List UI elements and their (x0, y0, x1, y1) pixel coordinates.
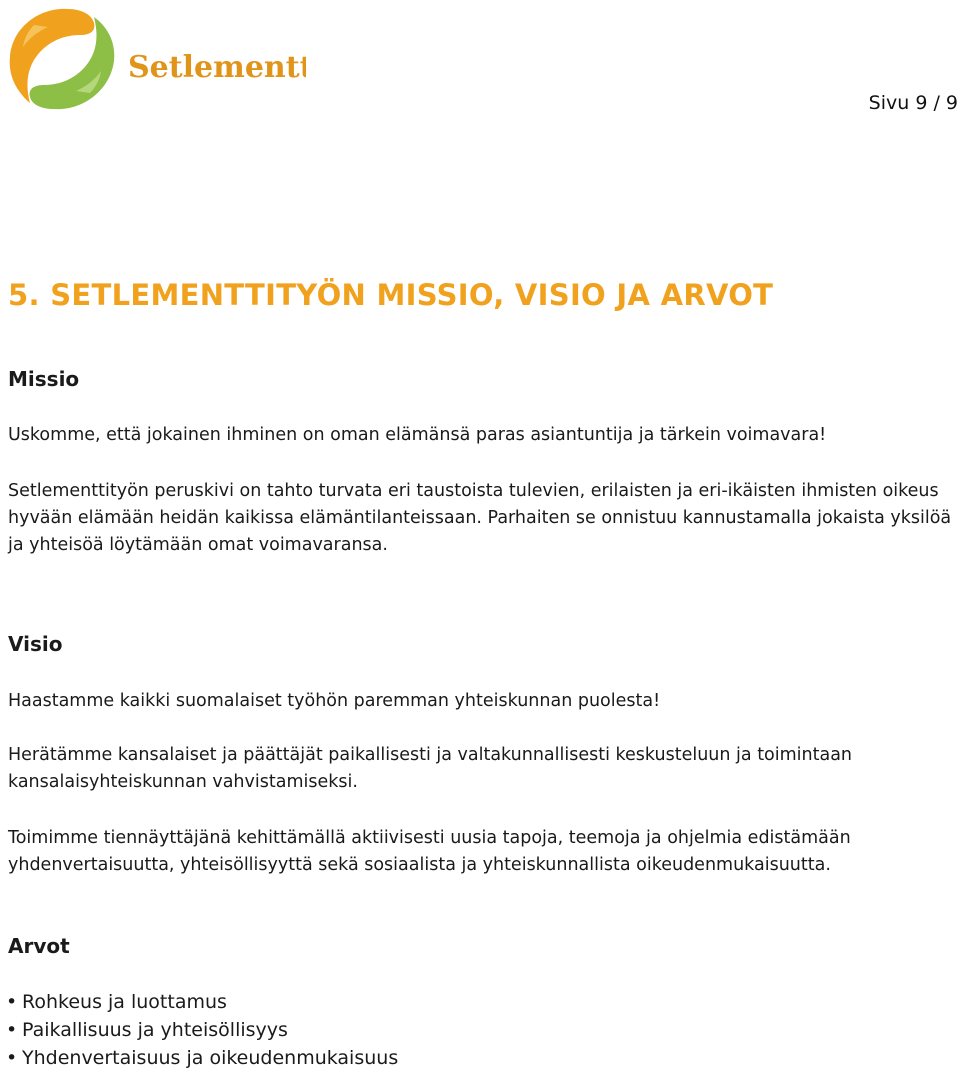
page-number: Sivu 9 / 9 (868, 92, 958, 114)
visio-paragraph-2: Herätämme kansalaiset ja päättäjät paikallisesti ja valtakunnallisesti keskusteluun ja toimintaan kansalaisyhteiskunnan vahvistamiseksi. (8, 745, 853, 792)
section-title: 5. SETLEMENTTITYÖN MISSIO, VISIO JA ARVOT (8, 278, 774, 312)
missio-paragraph-1: Uskomme, että jokainen ihminen on oman elämänsä paras asiantuntija ja tärkein voimavara! (8, 425, 827, 445)
setlementti-logo (6, 5, 306, 111)
values-list (6, 988, 398, 1072)
hands-logo-icon (6, 5, 306, 111)
list-item: • Paikallisuus ja yhteisöllisyys (6, 1016, 398, 1044)
svg-text:Setlementti: Setlementti (128, 50, 306, 85)
missio-paragraph-2: Setlementtityön peruskivi on tahto turvata eri taustoista tulevien, erilaisten ja eri-ikäisten ihmisten oikeus hyvään elämään heidän kaikissa elämäntilanteissaan. Parhaiten se onnistuu kannustamalla jokaista yksilöä ja yhteisöä löytämään omat voimavaransa. (8, 481, 952, 555)
list-item: • Yhdenvertaisuus ja oikeudenmukaisuus (6, 1044, 398, 1072)
list-item: • Rohkeus ja luottamus (6, 988, 398, 1016)
arvot-heading: Arvot (8, 934, 70, 958)
visio-paragraph-3: Toimimme tiennäyttäjänä kehittämällä aktiivisesti uusia tapoja, teemoja ja ohjelmia edistämään yhdenvertaisuutta, yhteisöllisyyttä sekä sosiaalista ja yhteiskunnallista oikeudenmukaisuutta. (8, 828, 851, 875)
visio-heading: Visio (8, 632, 63, 656)
missio-heading: Missio (8, 367, 80, 391)
visio-paragraph-1: Haastamme kaikki suomalaiset työhön paremman yhteiskunnan puolesta! (8, 691, 661, 711)
